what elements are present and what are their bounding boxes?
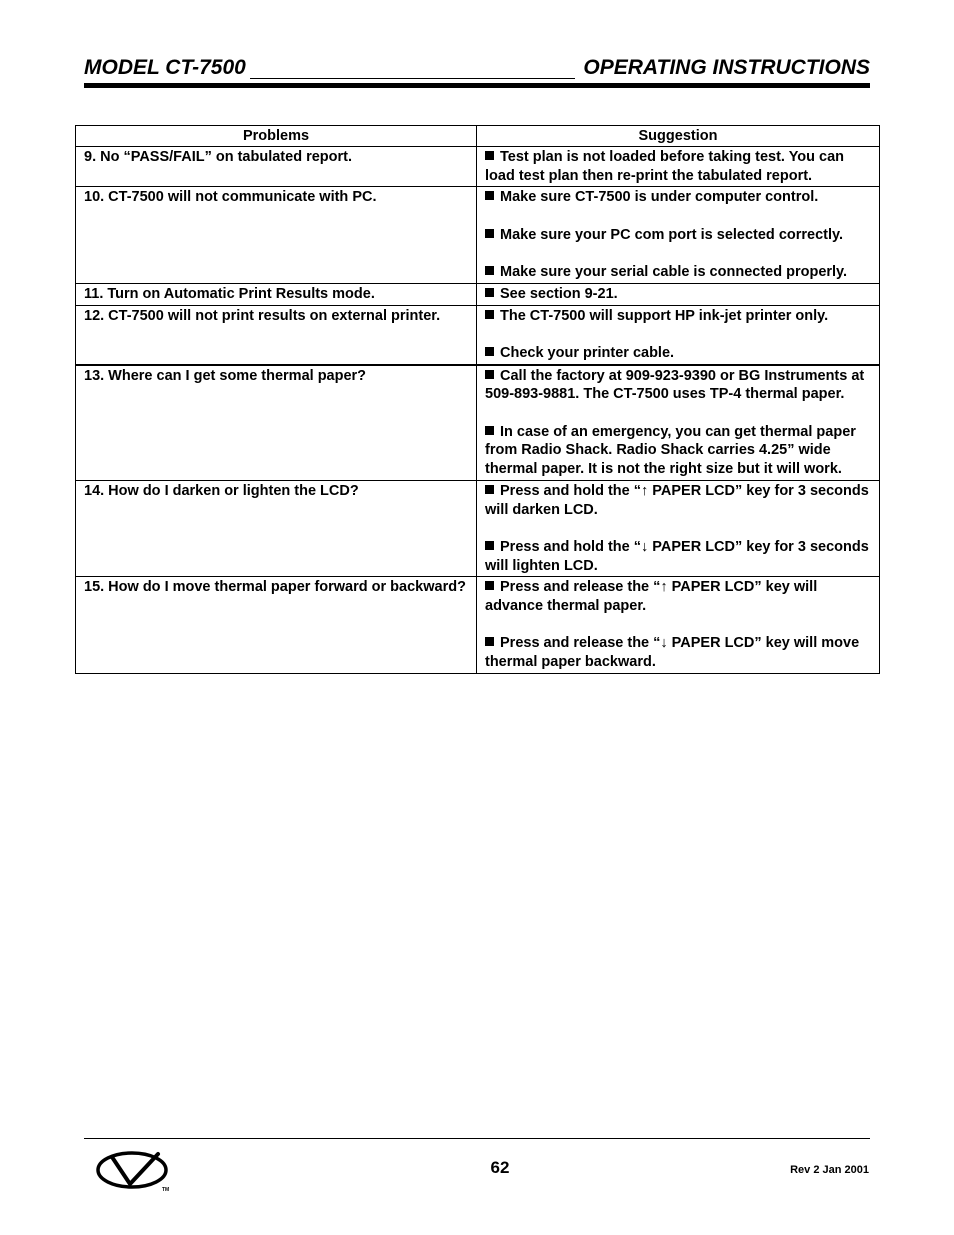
suggestion-cell: [477, 187, 880, 283]
suggestion-item: Call the factory at 909-923-9390 or BG Instruments at 509-893-9881. The CT-7500 uses TP-4 thermal paper.: [485, 367, 865, 403]
model-title: MODEL CT-7500: [84, 56, 246, 79]
table-row: [76, 577, 880, 674]
section-title: OPERATING INSTRUCTIONS: [583, 56, 870, 79]
square-bullet-icon: [485, 310, 494, 319]
suggestion-item: Make sure your PC com port is selected correctly.: [485, 226, 871, 245]
column-header-suggestion: Suggestion: [477, 126, 880, 147]
header-thin-rule: [250, 78, 575, 79]
suggestion-cell: [477, 147, 880, 187]
square-bullet-icon: [485, 266, 494, 275]
square-bullet-icon: [485, 191, 494, 200]
suggestion-item: Make sure your serial cable is connected properly.: [485, 263, 871, 282]
suggestion-cell: [477, 577, 880, 674]
company-logo-icon: [96, 1150, 174, 1194]
suggestion-item: See section 9-21.: [485, 285, 871, 304]
square-bullet-icon: [485, 288, 494, 297]
suggestion-item: Press and release the “↑ PAPER LCD” key will advance thermal paper.: [485, 579, 818, 615]
suggestion-cell: [477, 305, 880, 365]
square-bullet-icon: [485, 151, 494, 160]
troubleshooting-table: [75, 125, 880, 674]
square-bullet-icon: [485, 370, 494, 379]
header-thick-rule: [84, 83, 870, 88]
table-row: [76, 365, 880, 481]
square-bullet-icon: [485, 347, 494, 356]
revision-date: Rev 2 Jan 2001: [790, 1164, 869, 1176]
problem-cell: 14. How do I darken or lighten the LCD?: [76, 480, 477, 577]
suggestion-cell: [477, 480, 880, 577]
suggestion-item: The CT-7500 will support HP ink-jet printer only.: [485, 307, 871, 326]
suggestion-item: Press and hold the “↓ PAPER LCD” key for 3 seconds will lighten LCD.: [485, 538, 869, 574]
suggestion-item: Press and hold the “↑ PAPER LCD” key for 3 seconds will darken LCD.: [485, 482, 869, 518]
problem-cell: 9. No “PASS/FAIL” on tabulated report.: [76, 147, 477, 187]
problem-cell: 12. CT-7500 will not print results on external printer.: [76, 305, 477, 365]
suggestion-item: Check your printer cable.: [485, 344, 871, 363]
square-bullet-icon: [485, 541, 494, 550]
table-row: [76, 283, 880, 305]
problem-cell: 13. Where can I get some thermal paper?: [76, 365, 477, 481]
problem-cell: 10. CT-7500 will not communicate with PC.: [76, 187, 477, 283]
page-number: 62: [490, 1158, 510, 1177]
trademark-mark: TM: [162, 1187, 170, 1193]
square-bullet-icon: [485, 581, 494, 590]
square-bullet-icon: [485, 485, 494, 494]
column-header-problems: Problems: [76, 126, 477, 147]
suggestion-item: Test plan is not loaded before taking test. You can load test plan then re-print the tabulated report.: [485, 149, 845, 184]
problem-cell: 11. Turn on Automatic Print Results mode.: [76, 283, 477, 305]
square-bullet-icon: [485, 426, 494, 435]
table-row: [76, 147, 880, 187]
table-row: [76, 187, 880, 283]
problem-cell: 15. How do I move thermal paper forward or backward?: [76, 577, 477, 674]
suggestion-item: Press and release the “↓ PAPER LCD” key will move thermal paper backward.: [485, 635, 860, 671]
square-bullet-icon: [485, 229, 494, 238]
table-row: [76, 305, 880, 365]
table-row: [76, 480, 880, 577]
suggestion-cell: [477, 283, 880, 305]
footer-rule: [84, 1138, 870, 1139]
square-bullet-icon: [485, 637, 494, 646]
suggestion-cell: [477, 365, 880, 481]
suggestion-item: In case of an emergency, you can get thermal paper from Radio Shack. Radio Shack carries 4.25” wide thermal paper. It is not the right size but it will work.: [485, 423, 856, 478]
suggestion-item: Make sure CT-7500 is under computer control.: [485, 188, 871, 207]
table-header-row: [76, 126, 880, 147]
